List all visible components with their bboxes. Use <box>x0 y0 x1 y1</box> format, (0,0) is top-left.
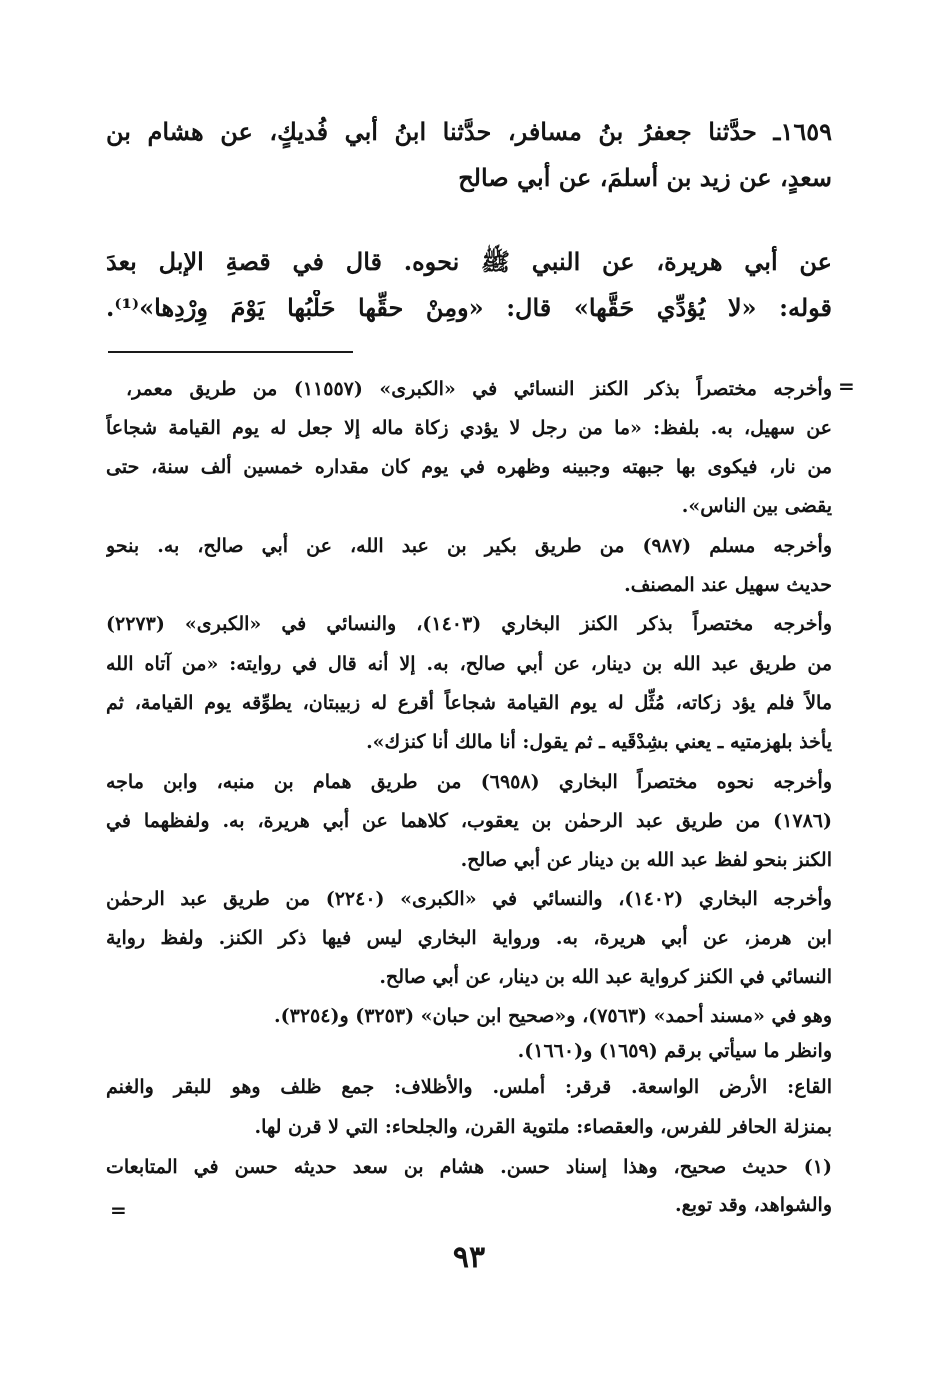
footnote-line: القاع: الأرض الواسعة. قرقر: أملس. والأظلاف: جمع ظلف وهو للبقر والغنم <box>106 1076 832 1098</box>
footnote-line: وأخرجه مختصراً بذكر الكنز النسائي في «الكبرى» (١١٥٥٧) من طريق معمر، <box>126 378 832 400</box>
footnote-line: يأخذ بلهزمتيه ـ يعني بشِدْقَيه ـ ثم يقول: أنا مالك أنا كنزك». <box>366 731 832 753</box>
continuation-mark-top: = <box>838 374 855 398</box>
footnote-line: (١) حديث صحيح، وهذا إسناد حسن. هشام بن سعد حديثه حسن في المتابعات <box>106 1156 832 1178</box>
footnote-line: عن سهيل، به. بلفظ: «ما من رجل لا يؤدي زكاة ماله إلا جعل له يوم القيامة شجاعاً <box>106 417 832 439</box>
footnote-line: من طريق عبد الله بن دينار، عن أبي صالح، به. إلا أنه قال في روايته: «من آتاه الله <box>106 653 832 675</box>
footnote-line: يقضى بين الناس». <box>681 495 832 517</box>
footnote-line: وأخرجه نحوه مختصراً البخاري (٦٩٥٨) من طريق همام بن منبه، وابن ماجه <box>106 771 832 793</box>
hadith-line-1: ١٦٥٩ـ حدَّثنا جعفرُ بنُ مسافر، حدَّثنا ابنُ أبي فُديكٍ، عن هشام بن <box>106 117 832 146</box>
footnote-line: حديث سهيل عند المصنف. <box>624 574 832 596</box>
hadith-line-4: قوله: «لا يُؤدِّي حَقَّها» قال: «ومِنْ حقِّها حَلْبُها يَوْمَ وِرْدِها»⁽¹⁾. <box>106 293 832 322</box>
footnote-line: بمنزلة الحافر للفرس، والعقصاء: ملتوية القرن، والجلحاء: التي لا قرن لها. <box>254 1116 832 1138</box>
hadith-line-2: سعدٍ، عن زيد بن أسلمَ، عن أبي صالح <box>458 163 832 192</box>
page-number: ٩٣ <box>452 1240 486 1275</box>
footnote-line: ابن هرمز، عن أبي هريرة، به. ورواية البخاري ليس فيها ذكر الكنز. ولفظ رواية <box>106 927 832 949</box>
footnote-line: وأخرجه مسلم (٩٨٧) من طريق بكير بن عبد الله، عن أبي صالح، به. بنحو <box>106 535 832 557</box>
footnote-line: والشواهد، وقد توبع. <box>675 1194 832 1216</box>
footnote-line: وانظر ما سيأتي برقم (١٦٥٩) و(١٦٦٠). <box>517 1040 832 1062</box>
footnote-line: من نار، فيكوى بها جبهته وجبينه وظهره في يوم كان مقداره خمسين ألف سنة، حتى <box>106 456 832 478</box>
footnote-line: وأخرجه مختصراً بذكر الكنز البخاري (١٤٠٣)، والنسائي في «الكبرى» (٢٢٧٣) <box>106 613 832 635</box>
footnote-line: وأخرجه البخاري (١٤٠٢)، والنسائي في «الكبرى» (٢٢٤٠) من طريق عبد الرحمٰن <box>106 888 832 910</box>
continuation-mark-bottom: = <box>110 1198 127 1222</box>
footnote-line: مالاً فلم يؤد زكاته، مُثِّل له يوم القيامة شجاعاً أقرع له زبيبتان، يطوِّقه يوم القيامة، ثم <box>106 692 832 714</box>
footnote-line: الكنز بنحو لفظ عبد الله بن دينار عن أبي صالح. <box>460 849 832 871</box>
footnote-separator <box>108 351 353 353</box>
footnote-line: (١٧٨٦) من طريق عبد الرحمٰن بن يعقوب، كلاهما عن أبي هريرة، به. ولفظهما في <box>106 810 832 832</box>
footnote-line: النسائي في الكنز كرواية عبد الله بن دينار، عن أبي صالح. <box>379 966 832 988</box>
hadith-line-3: عن أبي هريرة، عن النبي ﷺ نحوه. قال في قصةِ الإبل بعدَ <box>106 247 832 276</box>
footnote-line: وهو في «مسند أحمد» (٧٥٦٣)، و«صحيح ابن حبان» (٣٢٥٣) و(٣٢٥٤). <box>274 1005 832 1027</box>
